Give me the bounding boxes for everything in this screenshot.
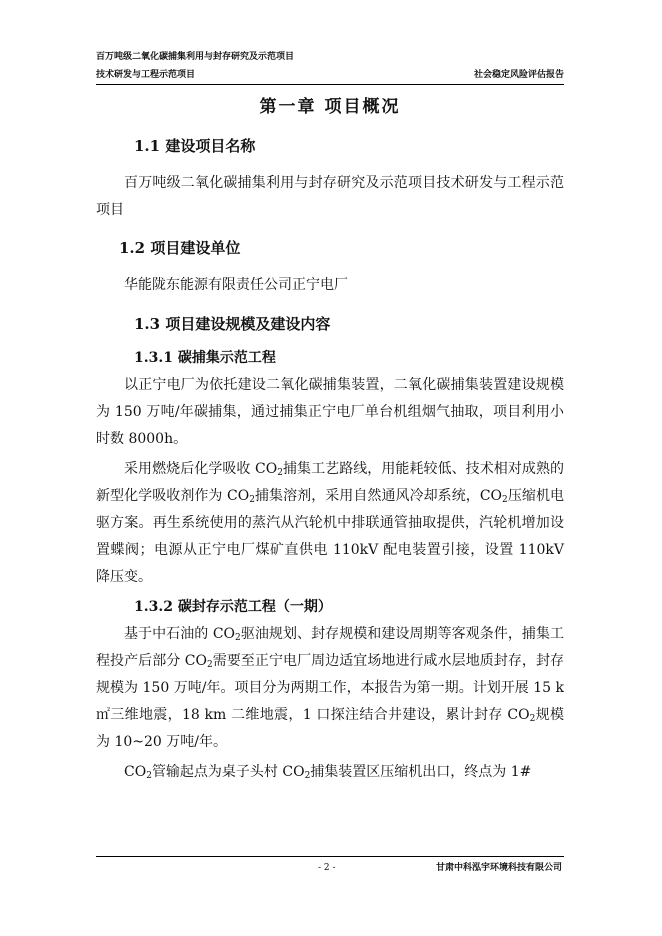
section-1-3-1-para-2: 采用燃烧后化学吸收 $CO_2$捕集工艺路线，用能耗较低、技术相对成熟的新型化学吸收剂作为 $CO_2$捕集溶剂，采用自然通风冷却系统，$CO_2$压缩机电驱方案。再生系统使用的蒸汽从汽轮机中排联通管抽取提供，汽轮机增加设置蝶阀；电源从正宁电厂煤矿直供电 110kV 配电装置引接，设置 110kV 降压变。 <box>96 461 565 585</box>
section-1-3-1-para-1: 以正宁电厂为依托建设二氧化碳捕集装置，二氧化碳捕集装置建设规模为 150 万吨/年碳捕集，通过捕集正宁电厂单台机组烟气抽取，项目利用小时数 8000h。 <box>96 377 564 447</box>
section-1-3-2-para-1: 基于中石油的 $CO_2$驱油规划、封存规模和建设周期等客观条件，捕集工程投产后部分 $CO_2$需要至正宁电厂周边适宜场地进行咸水层地质封存，封存规模为 150 万吨/年。项目分为两期工作，本报告为第一期。计划开展 15 k ㎡三维地震，18 km 二维地震，1 口探注结合井建设，累计封存 $CO_2$规模为 10~20 万吨/年。 <box>96 626 565 750</box>
section-1-3-heading: 1.3 项目建设规模及建设内容 <box>134 315 331 333</box>
footer-rule <box>96 856 564 857</box>
section-1-2-heading: 1.2 项目建设单位 <box>119 239 241 257</box>
chapter-title: 第一章 项目概况 <box>259 97 401 117</box>
page-number: - 2 - <box>318 863 336 873</box>
header-report-type: 社会稳定风险评估报告 <box>473 70 564 80</box>
section-1-1-heading: 1.1 建设项目名称 <box>134 137 256 155</box>
section-1-3-2-heading: 1.3.2 碳封存示范工程（一期） <box>134 599 332 615</box>
header-project-subtitle: 技术研发与工程示范项目 <box>96 70 196 80</box>
running-header-line2 <box>96 69 564 81</box>
footer-organization: 甘肃中科泓宇环境科技有限公司 <box>435 863 562 873</box>
running-header-line1: 百万吨级二氧化碳捕集利用与封存研究及示范项目 <box>96 52 295 62</box>
page-body <box>96 92 564 786</box>
section-1-3-2-para-2: $CO_2$管输起点为桌子头村 $CO_2$捕集装置区压缩机出口，终点为 1# <box>124 764 532 781</box>
header-rule <box>96 84 564 85</box>
section-1-3-1-heading: 1.3.1 碳捕集示范工程 <box>134 350 276 366</box>
section-1-1-text: 百万吨级二氧化碳捕集利用与封存研究及示范项目技术研发与工程示范项目 <box>96 175 564 218</box>
section-1-2-text: 华能陇东能源有限责任公司正宁电厂 <box>124 277 348 293</box>
